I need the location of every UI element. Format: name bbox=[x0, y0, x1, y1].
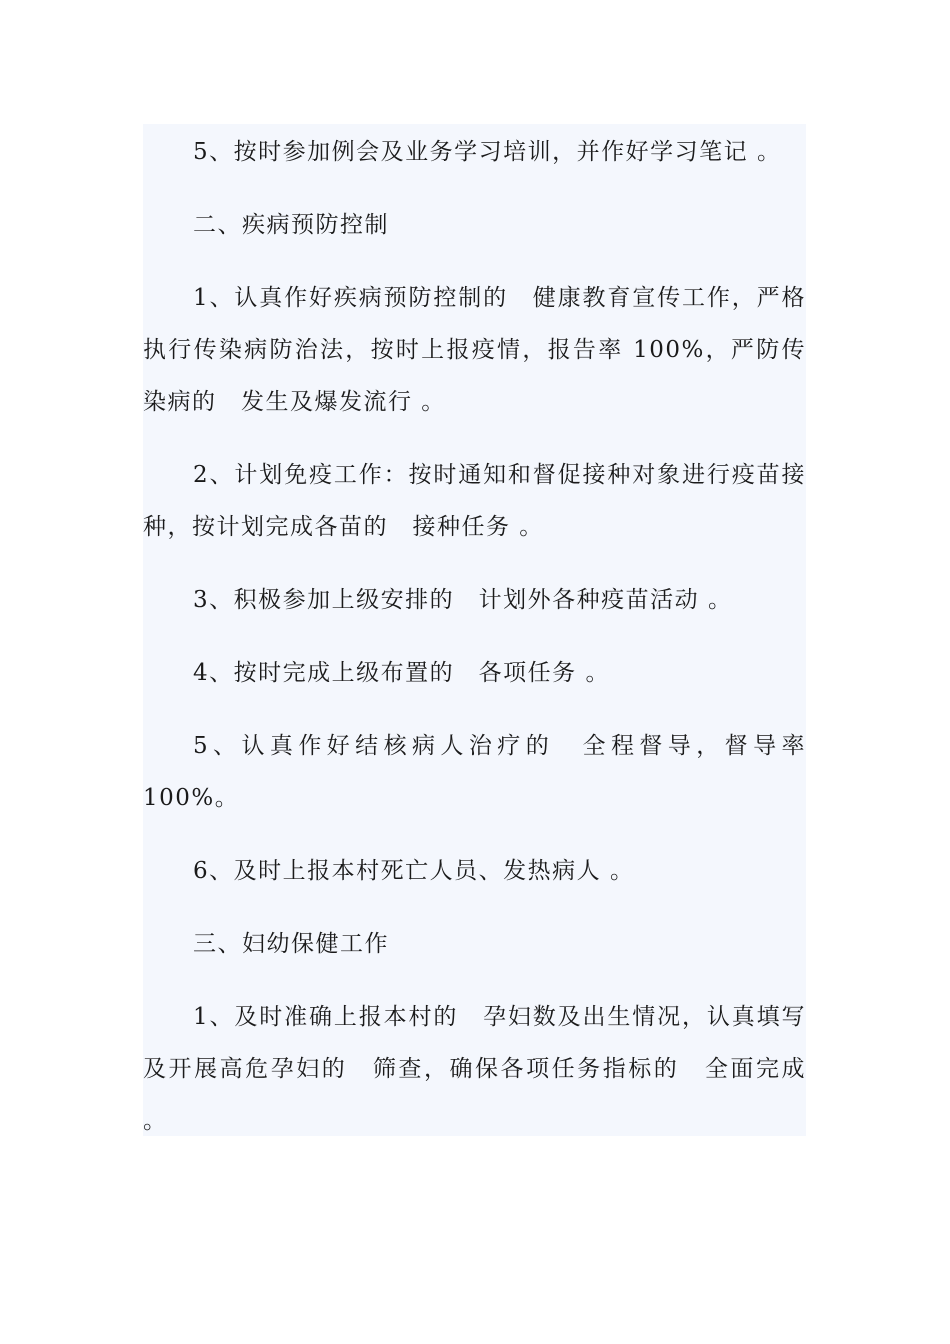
document-page bbox=[143, 124, 806, 1136]
paragraph-report-deaths: 6、及时上报本村死亡人员、发热病人 。 bbox=[193, 858, 635, 884]
document-body bbox=[143, 124, 806, 1147]
paragraph-health-education: 1、认真作好疾病预防控制的 健康教育宣传工作，严格执行传染病防治法，按时上报疫情，报告率 100%，严防传染病的 发生及爆发流行 。 bbox=[143, 285, 806, 415]
paragraph-tasks: 4、按时完成上级布置的 各项任务 。 bbox=[193, 660, 610, 686]
paragraph-vaccine-activities: 3、积极参加上级安排的 计划外各种疫苗活动 。 bbox=[193, 587, 733, 613]
paragraph-tb-supervision: 5、认真作好结核病人治疗的 全程督导，督导率 100%。 bbox=[143, 733, 806, 811]
paragraph-item-5-meeting: 5、按时参加例会及业务学习培训，并作好学习笔记 。 bbox=[193, 139, 782, 165]
section-heading-disease-control: 二、疾病预防控制 bbox=[193, 212, 389, 238]
paragraph-immunization: 2、计划免疫工作：按时通知和督促接种对象进行疫苗接种，按计划完成各苗的 接种任务 。 bbox=[143, 462, 806, 540]
section-heading-maternal-child: 三、妇幼保健工作 bbox=[193, 931, 389, 957]
paragraph-pregnancy-report: 1、及时准确上报本村的 孕妇数及出生情况，认真填写及开展高危孕妇的 筛查，确保各项任务指标的 全面完成 。 bbox=[143, 1004, 806, 1134]
